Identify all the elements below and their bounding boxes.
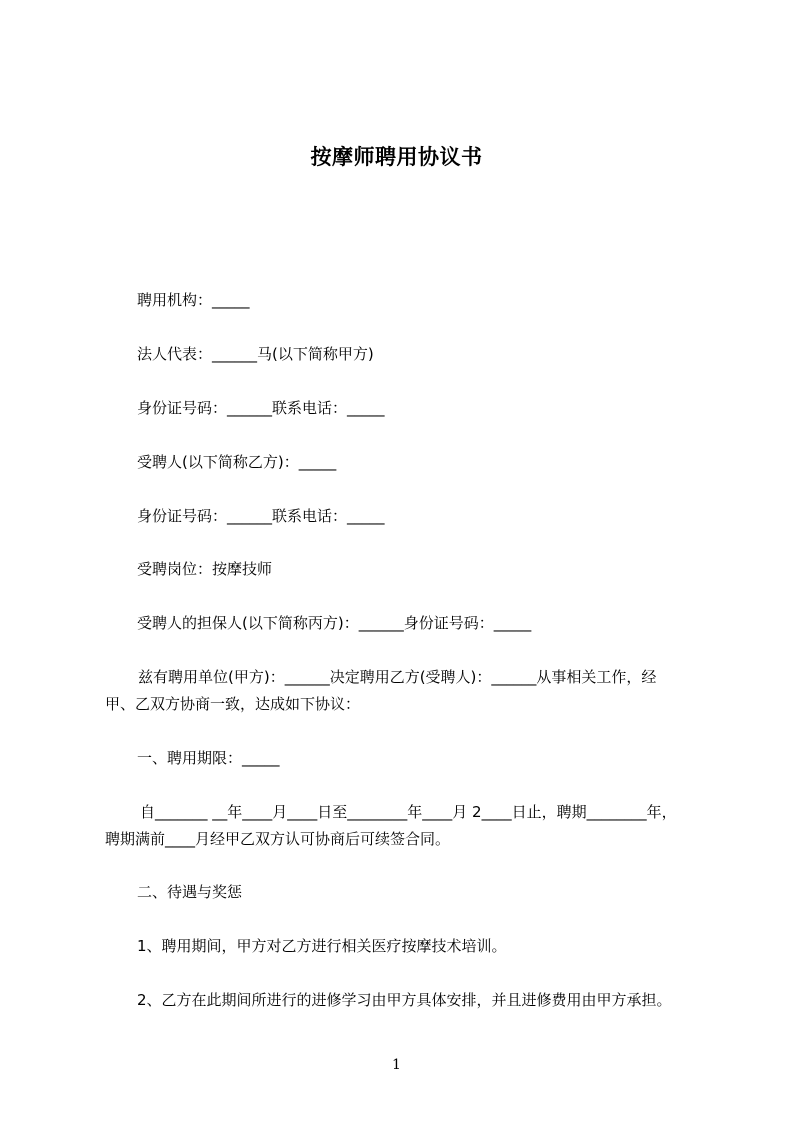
party-a-id-phone-line: 身份证号码：______联系电话：_____ xyxy=(137,399,385,417)
clause-2-1: 1、聘用期间，甲方对乙方进行相关医疗按摩技术培训。 xyxy=(137,937,507,955)
position-line: 受聘岗位：按摩技师 xyxy=(137,560,273,578)
employee-line: 受聘人(以下简称乙方)：_____ xyxy=(137,453,337,471)
document-title: 按摩师聘用协议书 xyxy=(310,145,483,169)
guarantor-line: 受聘人的担保人(以下简称丙方)：______身份证号码：_____ xyxy=(137,614,532,632)
agreement-intro-line-2: 甲、乙双方协商一致，达成如下协议： xyxy=(105,695,361,713)
clause-2-2: 2、乙方在此期间所进行的进修学习由甲方具体安排，并且进修费用由甲方承担。 xyxy=(137,991,672,1009)
section-2-heading: 二、待遇与奖惩 xyxy=(137,883,243,901)
agreement-intro-line-1: 兹有聘用单位(甲方)：______决定聘用乙方(受聘人)：______从事相关工作，经 xyxy=(138,668,657,686)
employer-line: 聘用机构：_____ xyxy=(137,291,250,309)
party-b-id-phone-line: 身份证号码：______联系电话：_____ xyxy=(137,507,385,525)
term-line-1: 自_______ __年____月____日至________年____月 2____日止，聘期________年， xyxy=(140,803,677,821)
term-line-2: 聘期满前____月经甲乙双方认可协商后可续签合同。 xyxy=(105,830,451,848)
page-number: 1 xyxy=(392,1057,401,1073)
section-1-heading: 一、聘用期限：_____ xyxy=(137,749,280,767)
legal-representative-line: 法人代表：______马(以下简称甲方) xyxy=(137,345,374,363)
